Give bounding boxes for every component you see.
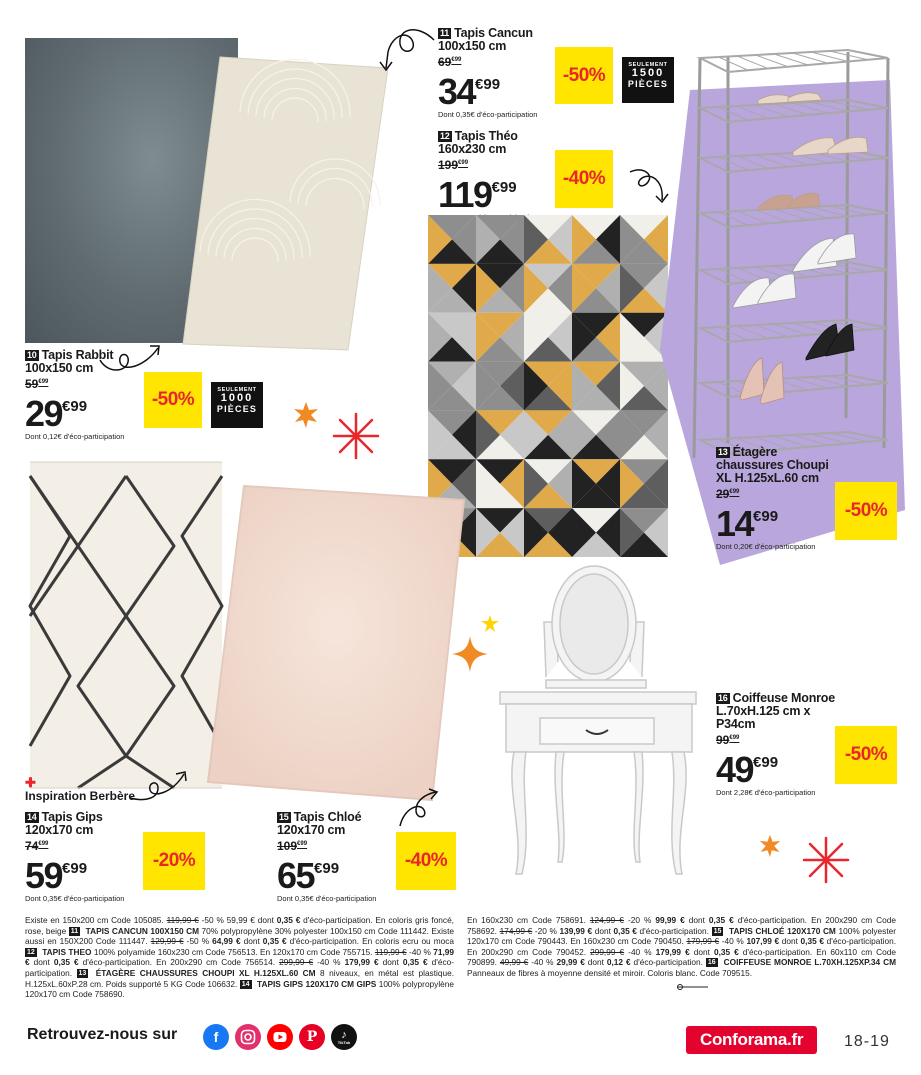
legal-segment: d'éco-participation. En 200x290 cm Code 758692. — [467, 915, 896, 936]
legal-segment: -50 % 59,99 € dont — [198, 915, 277, 925]
legal-segment: d'éco-participation. En 60x110 cm Code 790899. — [467, 946, 897, 968]
legal-segment: dont — [240, 936, 263, 947]
pencil-icon — [676, 983, 710, 991]
legal-segment: TAPIS CANCUN 100X150 CM — [83, 925, 199, 936]
price: $65^{€99}$ — [277, 855, 340, 896]
old-price: $109^{€99}$ — [277, 839, 308, 853]
sparkle-icon — [800, 836, 852, 884]
legal-segment: 15 — [713, 927, 722, 935]
legal-segment: d'éco-participation. En coloris ecru ou moca — [286, 936, 455, 947]
legal-segment: 179,99 € — [686, 936, 720, 947]
legal-segment: 299,99 € — [279, 957, 314, 968]
shoe-rack-image — [688, 48, 898, 468]
legal-segment: dont — [584, 957, 607, 968]
legal-segment: 129,99 € — [150, 936, 184, 947]
legal-segment: TAPIS GIPS 120X170 CM GIPS — [254, 978, 377, 989]
legal-segment: 0,35 € — [708, 915, 734, 925]
legal-segment: 179,99 € — [655, 946, 690, 957]
price: $119^{€99}$ — [438, 174, 517, 215]
legal-segment: 49,99 € — [499, 957, 529, 968]
product-title: 15 Tapis Chloé — [279, 810, 362, 824]
product-title: 11 Tapis Cancun — [440, 26, 533, 40]
star-icon — [292, 401, 320, 429]
youtube-icon[interactable] — [267, 1024, 293, 1050]
product-size: 120x170 cm — [277, 823, 346, 837]
legal-segment: En 160x230 cm Code 758691. — [467, 915, 590, 925]
follow-us-label: Retrouvez-nous sur — [27, 1026, 178, 1043]
product-title: 13 Étagère — [718, 445, 778, 459]
legal-segment: -50 % — [183, 936, 213, 947]
legal-segment: d'éco-participation. En 200x290 cm Code 756514. — [78, 957, 280, 968]
legal-segment: dont — [378, 957, 403, 968]
product-title: 16 Coiffeuse Monroe — [718, 691, 835, 705]
old-price: $99^{€99}$ — [716, 733, 740, 747]
legal-segment: 107,99 € — [746, 936, 780, 947]
limited-badge-rabbit: SEULEMENT 1000 PIÈCES — [211, 382, 263, 428]
product-monroe — [716, 692, 846, 798]
price: $14^{€99}$ — [716, 503, 779, 544]
legal-text-left — [25, 915, 454, 1000]
legal-segment: 70% polypropylène 30% polyester 100x150 cm Code 111442. Existe aussi en 150X200 Code 111447. — [25, 925, 454, 947]
legal-segment: d'éco-participation. En coloris gris foncé, rose, beige — [25, 915, 454, 936]
social-links — [203, 1024, 357, 1050]
legal-segment: Existe en 150x200 cm Code 105085. — [25, 915, 167, 925]
vanity-monroe-image — [496, 562, 702, 884]
legal-segment: 100% polyamide 160x230 cm Code 756513. En 120x170 cm Code 755715. — [91, 946, 375, 957]
arrow-icon — [378, 22, 438, 74]
price: $29^{€99}$ — [25, 393, 88, 434]
legal-segment: d'éco-participation. — [25, 957, 455, 978]
old-price: $59^{€99}$ — [25, 377, 49, 391]
legal-segment: 0,35 € — [613, 925, 637, 936]
sparkle-icon — [330, 412, 382, 460]
product-title: 14 Tapis Gips — [27, 810, 103, 824]
product-cancun — [438, 27, 558, 120]
product-size: 100x150 cm — [438, 39, 507, 53]
facebook-icon[interactable]: f — [203, 1024, 229, 1050]
legal-segment: dont — [684, 915, 709, 925]
star-icon — [480, 614, 500, 634]
eco-participation: Dont 0,35€ d'éco-participation — [438, 110, 538, 119]
legal-segment: -20 % — [623, 915, 656, 925]
promo-badge-theo: -40% — [555, 150, 613, 208]
product-size: 160x230 cm — [438, 142, 507, 156]
legal-segment: 0,12 € — [606, 957, 631, 968]
legal-segment: 0,35 € — [276, 915, 301, 925]
legal-segment: 0,35 € — [713, 946, 739, 957]
legal-segment: 119,99 € — [166, 915, 199, 925]
price: $59^{€99}$ — [25, 855, 88, 896]
promo-badge-rabbit: -50% — [144, 372, 202, 428]
eco-participation: Dont 0,20€ d'éco-participation — [716, 542, 816, 551]
legal-segment: d'éco-participation. — [636, 925, 712, 936]
legal-segment: 0,35 € — [53, 957, 79, 968]
legal-segment: 64,99 € — [212, 936, 241, 947]
legal-text-right — [467, 915, 896, 979]
legal-segment: d'éco-participation. En 200x290 cm Code 790452. — [467, 936, 897, 957]
legal-segment: -40 % — [719, 936, 747, 947]
legal-segment: dont — [592, 925, 614, 936]
page-number: 18-19 — [844, 1033, 890, 1050]
rug-cancun-image — [180, 52, 390, 354]
legal-segment: 14 — [241, 980, 250, 988]
legal-segment: 13 — [78, 969, 87, 977]
arrow-icon — [128, 768, 192, 806]
promo-badge-cancun: -50% — [555, 47, 613, 104]
product-size: XL H.125xL.60 cm — [716, 471, 819, 485]
product-title-line: chaussures Choupi — [716, 458, 829, 472]
legal-segment: 100% polypropylène 120x170 cm Code 758690. — [25, 978, 455, 1000]
legal-segment: dont — [29, 957, 54, 968]
legal-segment: 179,99 € — [344, 957, 379, 968]
legal-segment: -40 % — [624, 946, 656, 957]
product-theo — [438, 130, 558, 223]
brand-logo[interactable]: Conforama.fr — [686, 1026, 817, 1054]
legal-segment: dont — [779, 936, 801, 947]
promo-badge-etagere: -50% — [835, 482, 897, 540]
legal-segment: -40 % — [313, 957, 345, 968]
star-icon — [450, 634, 490, 674]
rug-chloe-image — [206, 482, 470, 802]
product-gips — [25, 811, 145, 904]
legal-segment: TAPIS CHLOÉ 120X170 CM — [726, 925, 836, 936]
product-size: L.70xH.125 cm x — [716, 704, 811, 718]
product-size: P34cm — [716, 717, 756, 731]
price: $34^{€99}$ — [438, 71, 501, 112]
price: $49^{€99}$ — [716, 749, 779, 790]
legal-segment: 100% polyester 120x170 cm Code 790443. En 160x230 cm Code 790450. — [467, 925, 896, 947]
limited-badge-cancun: SEULEMENT 1500 PIÈCES — [622, 57, 674, 103]
legal-segment: 119,99 € — [374, 946, 407, 957]
legal-segment: 0,35 € — [262, 936, 287, 947]
product-size: 120x170 cm — [25, 823, 94, 837]
legal-segment: COIFFEUSE MONROE L.70XH.125XP.34 CM — [720, 957, 896, 968]
legal-segment: ÉTAGÈRE CHAUSSURES CHOUPI XL H.125XL.60 CM — [91, 967, 316, 978]
product-size: 100x150 cm — [25, 361, 94, 375]
arrow-icon — [396, 788, 440, 830]
legal-segment: 0,35 € — [402, 957, 428, 968]
old-price: $199^{€99}$ — [438, 158, 469, 172]
legal-segment: 174,99 € — [499, 925, 533, 936]
legal-segment: 8 niveaux, en métal est plastique. H.125xL.60xP.28 cm. Poids supporté 5 KG Code 106632. — [25, 967, 455, 989]
product-chloe — [277, 811, 397, 904]
plus-icon: ✚ — [25, 775, 36, 790]
tiktok-icon[interactable]: ♪ TikTok — [331, 1024, 357, 1050]
promo-badge-gips: -20% — [143, 832, 205, 890]
legal-segment: dont — [689, 946, 714, 957]
star-icon — [758, 834, 782, 858]
eco-participation: Dont 0,35€ d'éco-participation — [25, 894, 125, 903]
product-title: 12 Tapis Théo — [440, 129, 518, 143]
legal-segment: Panneaux de fibres à moyenne densité et miroir. Coloris blanc. Code 709515. — [467, 967, 753, 978]
legal-segment: 299,99 € — [590, 946, 625, 957]
legal-segment: TAPIS THEO — [39, 946, 92, 957]
legal-segment: -40 % — [406, 946, 434, 957]
pinterest-icon[interactable]: P — [299, 1024, 325, 1050]
legal-segment: d'éco-participation. — [630, 957, 706, 968]
promo-badge-chloe: -40% — [396, 832, 456, 890]
eco-participation: Dont 0,12€ d'éco-participation — [25, 432, 125, 441]
old-price: $74^{€99}$ — [25, 839, 49, 853]
old-price: $29^{€99}$ — [716, 487, 740, 501]
legal-segment: 71,99 € — [25, 946, 454, 968]
legal-segment: 139,99 € — [559, 925, 593, 936]
legal-segment: 29,99 € — [556, 957, 585, 968]
instagram-icon[interactable] — [235, 1024, 261, 1050]
inspiration-label: ✚ Inspiration Berbère — [25, 775, 136, 803]
legal-segment: -20 % — [532, 925, 560, 936]
legal-segment: -40 % — [528, 957, 557, 968]
legal-segment: 12 — [27, 948, 35, 956]
legal-segment: 0,35 € — [800, 936, 824, 947]
eco-participation: Dont 2,28€ d'éco-participation — [716, 788, 816, 797]
product-title: 10 Tapis Rabbit — [27, 348, 114, 362]
promo-badge-monroe: -50% — [835, 726, 897, 784]
eco-participation: Dont 0,35€ d'éco-participation — [277, 894, 377, 903]
legal-segment: 99,99 € — [655, 915, 685, 925]
legal-segment: 11 — [70, 927, 79, 935]
old-price: $69^{€99}$ — [438, 55, 462, 69]
legal-segment: 16 — [707, 959, 716, 967]
rug-gips-image — [22, 456, 228, 794]
legal-segment: 124,99 € — [589, 915, 624, 925]
arrow-icon — [98, 340, 164, 376]
